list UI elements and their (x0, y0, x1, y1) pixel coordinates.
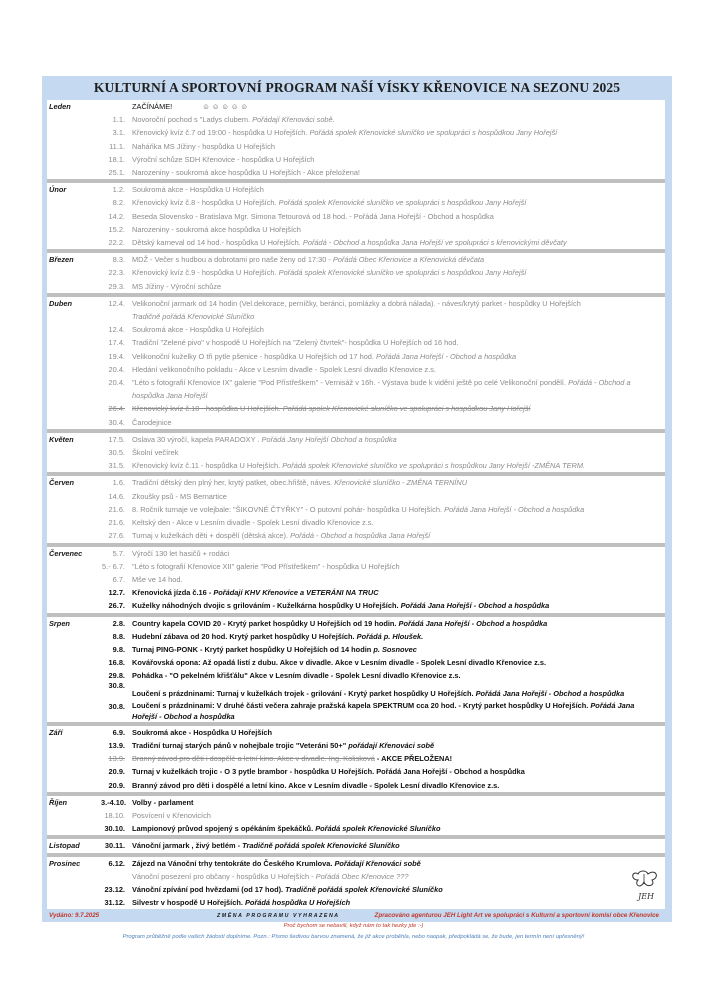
event-organizer: Pořádá spolek Křenovické sluníčko ve spolupráci s hospůdkou Jany Hořejší (278, 268, 527, 278)
event-row (47, 196, 665, 209)
event-row (47, 516, 665, 529)
event-row (47, 560, 665, 573)
event-row (47, 376, 665, 402)
event-date: 30.8. (108, 680, 125, 690)
month-section (47, 617, 665, 726)
event-description: Turnaj v kuželkách trojic - O 3 pytle brambor - hospůdka U Hořejších. Pořádá Jana Hořejší - Obchod a hospůdka (132, 767, 525, 777)
event-description: Volby - parlament (132, 797, 194, 807)
event-row (47, 599, 665, 612)
event-text (132, 752, 665, 765)
month-name: Květen (49, 434, 74, 444)
event-text (132, 402, 665, 415)
event-date: 12.7. (108, 588, 125, 598)
event-text (132, 446, 665, 459)
event-row (47, 297, 665, 323)
event-description: Branný závod pro děti i dospělé a letní kino. Akce v divadle. Ing. Kolisková (132, 754, 375, 764)
event-row (47, 680, 665, 700)
event-date: 17.5. (108, 434, 125, 444)
event-row (47, 446, 665, 459)
agency-credit: Zpracováno agenturou JEH Light Art ve spolupráci s Kulturní a sportovní komisí obce Křenovice (374, 912, 659, 919)
event-text (132, 796, 665, 809)
event-description: Čarodejnice (132, 417, 172, 427)
footer-band (47, 910, 665, 922)
month-section (47, 297, 665, 433)
event-row (47, 166, 665, 179)
event-text (132, 883, 665, 896)
event-date: 11.1. (109, 141, 125, 151)
month-section (47, 253, 665, 297)
event-date: 1.2. (112, 185, 125, 195)
event-text (132, 266, 665, 279)
event-text (132, 126, 665, 139)
event-text (132, 376, 665, 402)
event-row (47, 210, 665, 223)
event-row (47, 669, 665, 682)
event-date: 31.5. (108, 461, 125, 471)
event-organizer: Pořádá spolek Křenovické Sluníčko (315, 824, 441, 834)
event-row (47, 765, 665, 778)
event-description: Turnaj PING-PONK - Krytý parket hospůdky U Hořejších od 14 hodin (132, 644, 374, 654)
event-description: Country kapela COVID 20 - Krytý parket hospůdky U Hořejších od 19 hodin. (132, 618, 399, 628)
event-date: 17.4. (108, 338, 125, 348)
event-date: 8.8. (112, 631, 125, 641)
event-organizer: Pořádá - Obchod a hospůdka Jana Hořejší ve spolupráci s křenovickými děvčaty (302, 238, 567, 248)
event-row (47, 476, 665, 489)
event-text (132, 669, 665, 682)
event-text (132, 656, 665, 669)
event-date: 6.9. (112, 727, 125, 737)
event-description: Loučení s prázdninami: V druhé části večera zahraje pražská kapela SPEKTRUM cca 20 hod. - Krytý parket hospůdky U Hořejších. (132, 700, 591, 710)
change-notice: ZMĚNA PROGRAMU VYHRAZENA (217, 913, 340, 919)
event-text (132, 183, 665, 196)
event-text (132, 363, 665, 376)
event-text (132, 739, 665, 752)
event-organizer: Pořádá Jana Hořejší - Obchod a hospůdka (400, 601, 550, 611)
event-text (132, 700, 665, 722)
event-row (47, 126, 665, 139)
event-description: Soukromá akce - Hospůdka U Hořejších (132, 727, 273, 737)
event-row (47, 416, 665, 429)
event-text (132, 223, 665, 236)
event-description: Školní večírek (132, 448, 179, 458)
event-row (47, 266, 665, 279)
event-date: 29.8. (108, 671, 125, 681)
event-date: 21.6. (108, 518, 125, 528)
event-date: 8.2. (112, 198, 125, 208)
event-date: 27.6. (108, 531, 125, 541)
event-text (132, 503, 665, 516)
event-text (132, 280, 665, 293)
event-date: 13.9. (108, 740, 125, 750)
event-description: Soukromá akce - Hospůdka U Hořejších (132, 185, 264, 195)
event-text (132, 210, 665, 223)
event-date: 30.4. (108, 417, 125, 427)
event-row (47, 630, 665, 643)
event-description: Tradiční "Zelené pivo" v hospodě U Hořejších na "Zelený čtvrtek"- hospůdka U Hořejších od 16 hod. (132, 338, 459, 348)
event-row (47, 236, 665, 249)
month-name: Červen (49, 478, 75, 488)
event-organizer: pořádají Křenováci sobě (348, 740, 435, 750)
event-date: 6.7. (112, 574, 125, 584)
event-text (132, 857, 665, 870)
footer-note-legend: Program průběžně podle vašich žádostí doplníme. Pozn.: Písmo šedivou barvou znamená, že již akce proběhla, nebo naopak, předpokládá se, že bude, jen termín není upřesněný! (122, 934, 585, 940)
event-text (132, 253, 665, 266)
event-text (132, 350, 665, 363)
event-organizer: Pořádá Obec Křenovice a Křenovická děvčata (332, 255, 485, 265)
event-row (47, 870, 665, 883)
event-description: Zájezd na Vánoční trhy tentokráte do Českého Krumlova. (132, 858, 335, 868)
event-description: Novoroční pochod s "Ladys clubem. (132, 115, 253, 125)
event-description: Oslava 30 výročí, kapela PARADOXY . (132, 434, 262, 444)
event-row (47, 586, 665, 599)
event-date: 19.4. (108, 351, 125, 361)
event-description: Keltský den - Akce v Lesním divadle - Spolek Lesní divadlo Křenovice z.s. (132, 518, 374, 528)
event-date: 29.3. (108, 281, 125, 291)
month-section (47, 796, 665, 840)
event-description: Pohádka - "O pekelném křišťálu" Akce v Lesním divadle - Spolek Lesní divadlo Křenovice z.s. (132, 671, 461, 681)
event-date: 23.12. (104, 884, 125, 894)
month-name: Říjen (49, 797, 68, 807)
event-row (47, 100, 665, 113)
footer-note-fun: Proč bychom se nebavili, když nám to tak hezky jde :-) (283, 923, 424, 929)
event-text (132, 630, 665, 643)
event-description: Narozeniny - soukromá akce hospůdka U Hořejších - Akce přeložena! (132, 168, 360, 178)
event-text (132, 336, 665, 349)
event-text (132, 870, 665, 883)
month-name: Únor (49, 185, 67, 195)
event-row (47, 739, 665, 752)
event-date: 30.10. (104, 824, 125, 834)
event-date: 30.11. (104, 841, 125, 851)
issued-date: Vydáno: 9.7.2025 (49, 912, 100, 919)
event-row (47, 153, 665, 166)
event-description: Velikonoční kuželky O tři pytle pšenice - hospůdka U Hořejších od 17 hod. (132, 351, 377, 361)
event-row (47, 857, 665, 870)
postponed-notice: - AKCE PŘELOŽENA! (374, 754, 453, 764)
month-section (47, 726, 665, 796)
event-date: 18.1. (108, 154, 125, 164)
event-date: 26.4. (108, 404, 125, 414)
event-text (132, 560, 665, 573)
event-text (132, 586, 665, 599)
event-date: 3.1. (112, 128, 125, 138)
event-organizer: Pořádá Obec Křenovice ??? (315, 871, 409, 881)
event-date: 12.4. (108, 298, 125, 308)
event-date: 25.1. (108, 168, 125, 178)
event-organizer: Pořádá Jana Hořejší - Obchod a hospůdka (475, 688, 625, 698)
event-text (132, 196, 665, 209)
event-text (132, 416, 665, 429)
event-date: 16.8. (108, 658, 125, 668)
event-description: "Léto s fotografií Křenovice IX" galerie "Pod Přístřeškem" - Vernisáž v 16h. - Výstava bude k vidění ještě po celé Velikonoční pondělí. (132, 378, 569, 388)
event-date: 3.-4.10. (101, 797, 127, 807)
event-row (47, 809, 665, 822)
event-row (47, 336, 665, 349)
event-organizer: Pořádá - Obchod a hospůdka Jana Hořejší (132, 378, 631, 401)
event-description: Naháňka MS Jížiny - hospůdka U Hořejších (132, 141, 275, 151)
event-row (47, 796, 665, 809)
event-row (47, 779, 665, 792)
event-text (132, 547, 665, 560)
event-description: Výročí 130 let hasičů + rodáci (132, 548, 230, 558)
month-name: Září (49, 727, 63, 737)
event-text (132, 236, 665, 249)
event-text (132, 433, 665, 446)
event-organizer: Pořádá spolek Křenovické sluníčko ve spolupráci s hospůdkou Jany Hořejší -ZMĚNA TERM. (282, 461, 586, 471)
event-date: 18.10. (104, 810, 125, 820)
event-row (47, 726, 665, 739)
event-date: 20.4. (108, 364, 125, 374)
smiley-icons: ☺☺☺☺☺ (202, 102, 250, 111)
event-description: Zkoušky psů - MS Bernartice (132, 491, 227, 501)
event-row (47, 280, 665, 293)
event-text (132, 516, 665, 529)
event-date: 30.8. (108, 701, 125, 711)
event-row (47, 617, 665, 630)
event-row (47, 896, 665, 909)
page-title: KULTURNÍ A SPORTOVNÍ PROGRAM NAŠÍ VÍSKY KŘENOVICE NA SEZONU 2025 (93, 80, 621, 95)
event-description: Křenovický kvíz č.10 - hospůdka U Hořejších. (132, 404, 283, 414)
event-row (47, 363, 665, 376)
event-text (132, 459, 665, 472)
event-description: Velikonoční jarmark od 14 hodin (Vel.dekorace, perníčky, beránci, pomlázky a dobrá nálada). - náves/krytý parket - hospůdky U Hořejších (132, 298, 581, 308)
event-organizer: Pořádá spolek Křenovické sluníčko ve spolupráci s hospůdkou Jany Hořejší (282, 404, 531, 414)
event-description: Křenovická jízda č.16 - (132, 588, 214, 598)
event-organizer: Pořádá spolek Křenovické sluníčko ve spolupráci s hospůdkou Jany Hořejší (309, 128, 558, 138)
event-description: Narozeniny - soukromá akce hospůdka U Hořejších (132, 224, 301, 234)
event-organizer: Pořádá Jany Hořejší Obchod a hospůdka (261, 434, 397, 444)
event-date: 5.7. (112, 548, 125, 558)
event-organizer: Tradičně pořádá Křenovické Sluníčko (132, 312, 255, 322)
event-date: 14.2. (108, 211, 125, 221)
event-date: 13.9. (108, 754, 125, 764)
event-date: 9.8. (112, 644, 125, 654)
event-description: Beseda Slovensko - Bratislava Mgr. Simona Tetourová od 18 hod. - Pořádá Jana Hořejší - Obchod a hospůdka (132, 211, 494, 221)
event-date: 2.8. (112, 618, 125, 628)
program-table (47, 100, 665, 909)
event-text (132, 599, 665, 612)
event-text (132, 476, 665, 489)
event-date: 30.5. (108, 448, 125, 458)
event-date: 15.2. (108, 224, 125, 234)
month-section (47, 183, 665, 253)
month-name: Listopad (49, 841, 80, 851)
event-organizer: Pořádá hospůdka U Hořejších (244, 898, 351, 908)
event-row (47, 402, 665, 415)
event-text (132, 140, 665, 153)
event-description: Kuželky náhodných dvojic s grilováním - Kuželkárna hospůdky U Hořejších. (132, 601, 401, 611)
event-row (47, 643, 665, 656)
event-description: Kovářovská opona: Až opadá listí z dubu. Akce v divadle. Akce v Lesním divadle - Spolek Lesní divadlo Křenovice z.s. (132, 658, 546, 668)
event-date: 21.6. (108, 504, 125, 514)
event-date: 31.12. (104, 898, 125, 908)
event-text (132, 779, 665, 792)
event-description: Vánoční jarmark , živý betlém - (132, 841, 243, 851)
event-date: 20.9. (108, 780, 125, 790)
event-description: Výroční schůze SDH Křenovice - hospůdka U Hořejších (132, 154, 315, 164)
event-text (132, 323, 665, 336)
event-text (132, 839, 665, 852)
event-date: 5.- 6.7. (101, 561, 125, 571)
event-text (132, 529, 665, 542)
event-description: Lampionový průvod spojený s opékáním špekáčků. (132, 824, 316, 834)
event-organizer: Pořádá spolek Křenovické sluníčko ve spolupráci s hospůdkou Jany Hořejší (278, 198, 527, 208)
event-description: Křenovický kvíz č.7 od 19:00 - hospůdka U Hořejších. (132, 128, 310, 138)
month-section (47, 857, 665, 910)
event-row (47, 433, 665, 446)
event-description: "Léto s fotografií Křenovice XII" galerie "Pod Přístřeškem" - hospůdka U Hořejších (132, 561, 400, 571)
event-description: Tradiční dětský den plný her, krytý patket, obec.hřiště, náves. (132, 478, 335, 488)
month-name: Červenec (49, 548, 83, 558)
event-description: Loučení s prázdninami: Turnaj v kuželkách trojek - grilování - Krytý parket hospůdky U Hořejších. (132, 688, 476, 698)
event-date: 14.6. (108, 491, 125, 501)
event-row (47, 253, 665, 266)
month-name: Srpen (49, 618, 70, 628)
month-name: Duben (49, 298, 72, 308)
event-date: 22.2. (108, 238, 125, 248)
month-section (47, 547, 665, 617)
event-row (47, 822, 665, 835)
event-description: 8. Ročník turnaje ve volejbale: "ŠIKOVNÉ ČTYŘKY" - O putovní pohár- hospůdka U Hořejších. (132, 504, 445, 514)
event-organizer: Pořádají KHV Křenovice a VETERÁNI NA TRUC (213, 588, 379, 598)
month-section (47, 476, 665, 546)
event-row (47, 323, 665, 336)
event-description: Křenovický kvíz č.11 - hospůdka U Hořejších. (132, 461, 283, 471)
event-row (47, 223, 665, 236)
butterfly-logo-icon (630, 868, 660, 906)
event-text (132, 765, 665, 778)
event-text (132, 490, 665, 503)
event-organizer: Pořádá Jana Hořejší - Obchod a hospůdka (132, 700, 635, 721)
event-description: MDŽ - Večer s hudbou a dobrotami pro naše ženy od 17:30 - (132, 255, 333, 265)
month-section (47, 433, 665, 477)
month-name: Prosinec (49, 858, 81, 868)
event-text (132, 297, 665, 323)
event-date: 12.4. (108, 325, 125, 335)
event-date: 6.12. (108, 858, 125, 868)
event-organizer: Pořádá Jana Hořejší - Obchod a hospůdka (398, 618, 548, 628)
event-description: Branný závod pro děti i dospělé a letní kino. Akce v Lesním divadle - Spolek Lesní divadlo Křenovice z.s. (132, 780, 500, 790)
event-description: Vánoční posezení pro občany - hospůdka U Hořejších - (132, 871, 316, 881)
event-text (132, 896, 665, 909)
event-description: Tradiční turnaj starých pánů v nohejbale trojic "Veteráni 50+" (132, 740, 349, 750)
event-row (47, 883, 665, 896)
event-description: Mše ve 14 hod. (132, 574, 183, 584)
event-row (47, 752, 665, 765)
event-text (132, 687, 665, 700)
event-text (132, 617, 665, 630)
event-date: 22.3. (108, 268, 125, 278)
event-description: Soukromá akce - Hospůdka U Hořejších (132, 325, 264, 335)
event-text (132, 113, 665, 126)
event-organizer: Pořádají Křenováci sobě. (252, 115, 335, 125)
event-text (132, 153, 665, 166)
event-description: Dětský karneval od 14 hod.- hospůdka U Hořejších. (132, 238, 303, 248)
event-description: Hudební zábava od 20 hod. Krytý parket hospůdky U Hořejších. (132, 631, 357, 641)
event-description: Posvícení v Křenovicích (132, 810, 211, 820)
event-description: Silvestr v hospodě U Hořejších. (132, 898, 245, 908)
event-text (132, 643, 665, 656)
event-row (47, 839, 665, 852)
event-organizer: Pořádá Jana Hořejší - Obchod a hospůdka (444, 504, 585, 514)
event-organizer: Pořádá Jana Hořejší - Obchod a hospůdka (376, 351, 517, 361)
event-organizer: Tradičně pořádá spolek Křenovické Sluníčko (285, 884, 443, 894)
event-date: 8.3. (112, 255, 125, 265)
event-organizer: Křenovické sluníčko - ZMĚNA TERNÍNU (334, 478, 468, 488)
event-date: 26.7. (108, 601, 125, 611)
event-row (47, 459, 665, 472)
event-row (47, 656, 665, 669)
event-description: Hledání velikonočního pokladu - Akce v Lesním divadle - Spolek Lesní divadlo Křenovice z.s. (132, 364, 437, 374)
event-row (47, 547, 665, 560)
event-row (47, 490, 665, 503)
logo-text: JEH (638, 892, 655, 901)
month-section (47, 839, 665, 856)
event-date: 20.4. (108, 378, 125, 388)
event-organizer: Pořádá p. Hloušek. (356, 631, 424, 641)
event-description: Turnaj v kuželkách děti + dospělí (dětská akce). (132, 531, 291, 541)
event-text (132, 573, 665, 586)
event-text (132, 166, 665, 179)
event-text (132, 726, 665, 739)
month-name: Březen (49, 255, 74, 265)
event-text (132, 822, 665, 835)
event-organizer: Pořádá - Obchod a hospůdka Jana Hořejší (290, 531, 431, 541)
event-organizer: Pořádají Křenováci sobě (334, 858, 421, 868)
event-date: 20.9. (108, 767, 125, 777)
event-row (47, 573, 665, 586)
event-organizer: p. Sosnovec (373, 644, 417, 654)
event-description: Křenovický kvíz č.9 - hospůdka U Hořejších. (132, 268, 279, 278)
event-text (132, 100, 665, 113)
event-description: Vánoční zpívání pod hvězdami (od 17 hod). (132, 884, 286, 894)
event-text (132, 809, 665, 822)
event-organizer: Tradičně pořádá spolek Křenovické Sluníčko (242, 841, 400, 851)
month-name: Leden (49, 102, 71, 111)
event-row (47, 503, 665, 516)
event-description: Křenovický kvíz č.8 - hospůdka U Hořejších. (132, 198, 279, 208)
event-description: MS Jížiny - Výroční schůze (132, 281, 222, 291)
event-row (47, 140, 665, 153)
month-section (47, 100, 665, 183)
event-date: 1.1. (112, 115, 125, 125)
event-description: ZAČÍNÁME! (132, 102, 173, 111)
event-row (47, 350, 665, 363)
event-date: 1.6. (112, 478, 125, 488)
event-row (47, 700, 665, 722)
event-row (47, 529, 665, 542)
event-row (47, 113, 665, 126)
event-row (47, 183, 665, 196)
